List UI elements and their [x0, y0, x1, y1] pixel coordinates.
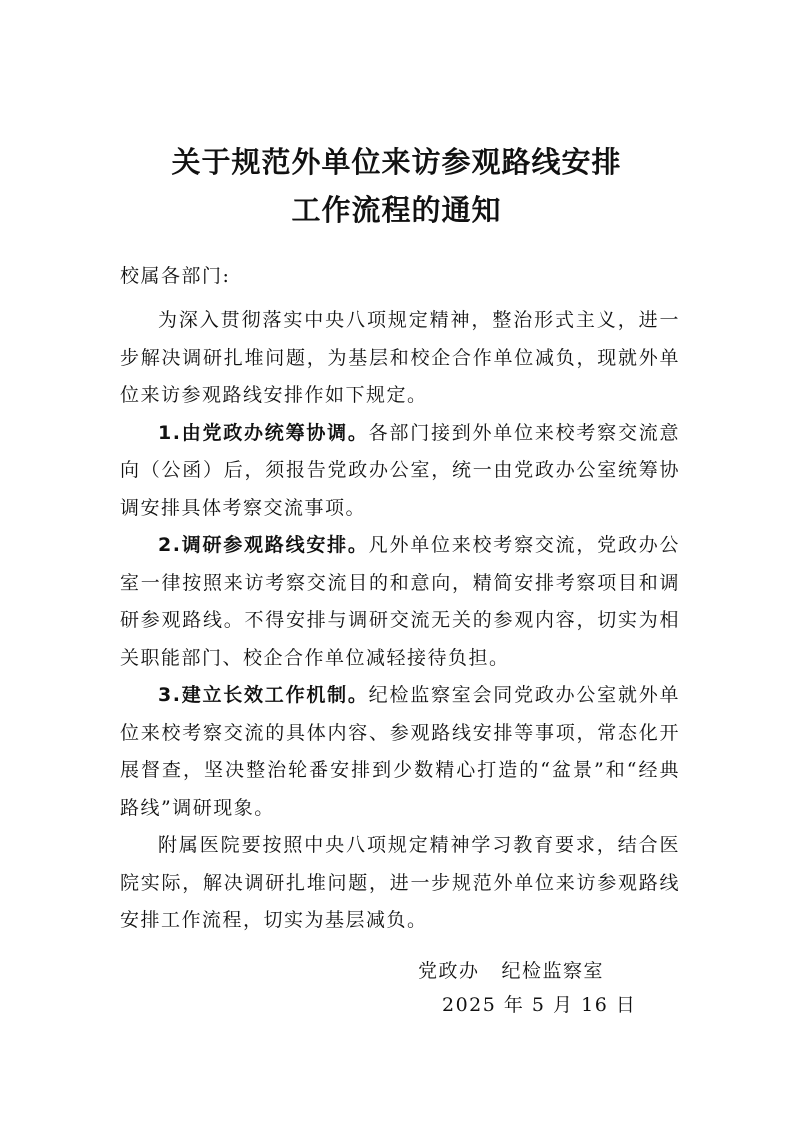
item-2-heading: 2.调研参观路线安排。 — [158, 534, 369, 556]
signature-org-2: 纪检监察室 — [501, 960, 605, 982]
salutation: 校属各部门: — [120, 265, 231, 287]
document-title-line-1: 关于规范外单位来访参观路线安排 — [171, 145, 622, 179]
item-2-text: 凡外单位来校考察交流，党政办公室一律按照来访考察交流目的和意向，精简安排考察项目和调研参观路线。不得安排与调研交流无关的参观内容，切实为相关职能部门、校企合作单位减轻接待负担。 — [120, 534, 680, 669]
signature-org-1: 党政办 — [418, 960, 480, 982]
document-title-line-2: 工作流程的通知 — [291, 193, 502, 227]
item-3-paragraph — [120, 677, 680, 827]
item-3-heading: 3.建立长效工作机制。 — [158, 684, 369, 706]
signature-date: 2025 年 5 月 16 日 — [442, 994, 637, 1016]
intro-paragraph: 为深入贯彻落实中央八项规定精神，整治形式主义，进一步解决调研扎堆问题，为基层和校企合作单位减负，现就外单位来访参观路线安排作如下规定。 — [120, 309, 680, 406]
item-1-text: 各部门接到外单位来校考察交流意向（公函）后，须报告党政办公室，统一由党政办公室统筹协调安排具体考察交流事项。 — [120, 421, 680, 519]
item-1-paragraph — [120, 415, 680, 528]
closing-paragraph: 附属医院要按照中央八项规定精神学习教育要求，结合医院实际，解决调研扎堆问题，进一步规范外单位来访参观路线安排工作流程，切实为基层减负。 — [120, 834, 680, 931]
signature-organizations — [418, 956, 626, 983]
item-2-paragraph — [120, 527, 680, 677]
document-body — [120, 302, 680, 940]
item-1-heading: 1.由党政办统筹协调。 — [158, 421, 369, 444]
item-3-text: 纪检监察室会同党政办公室就外单位来校考察交流的具体内容、参观路线安排等事项，常态化开展督查，坚决整治轮番安排到少数精心打造的“盆景”和“经典路线”调研现象。 — [120, 684, 680, 819]
